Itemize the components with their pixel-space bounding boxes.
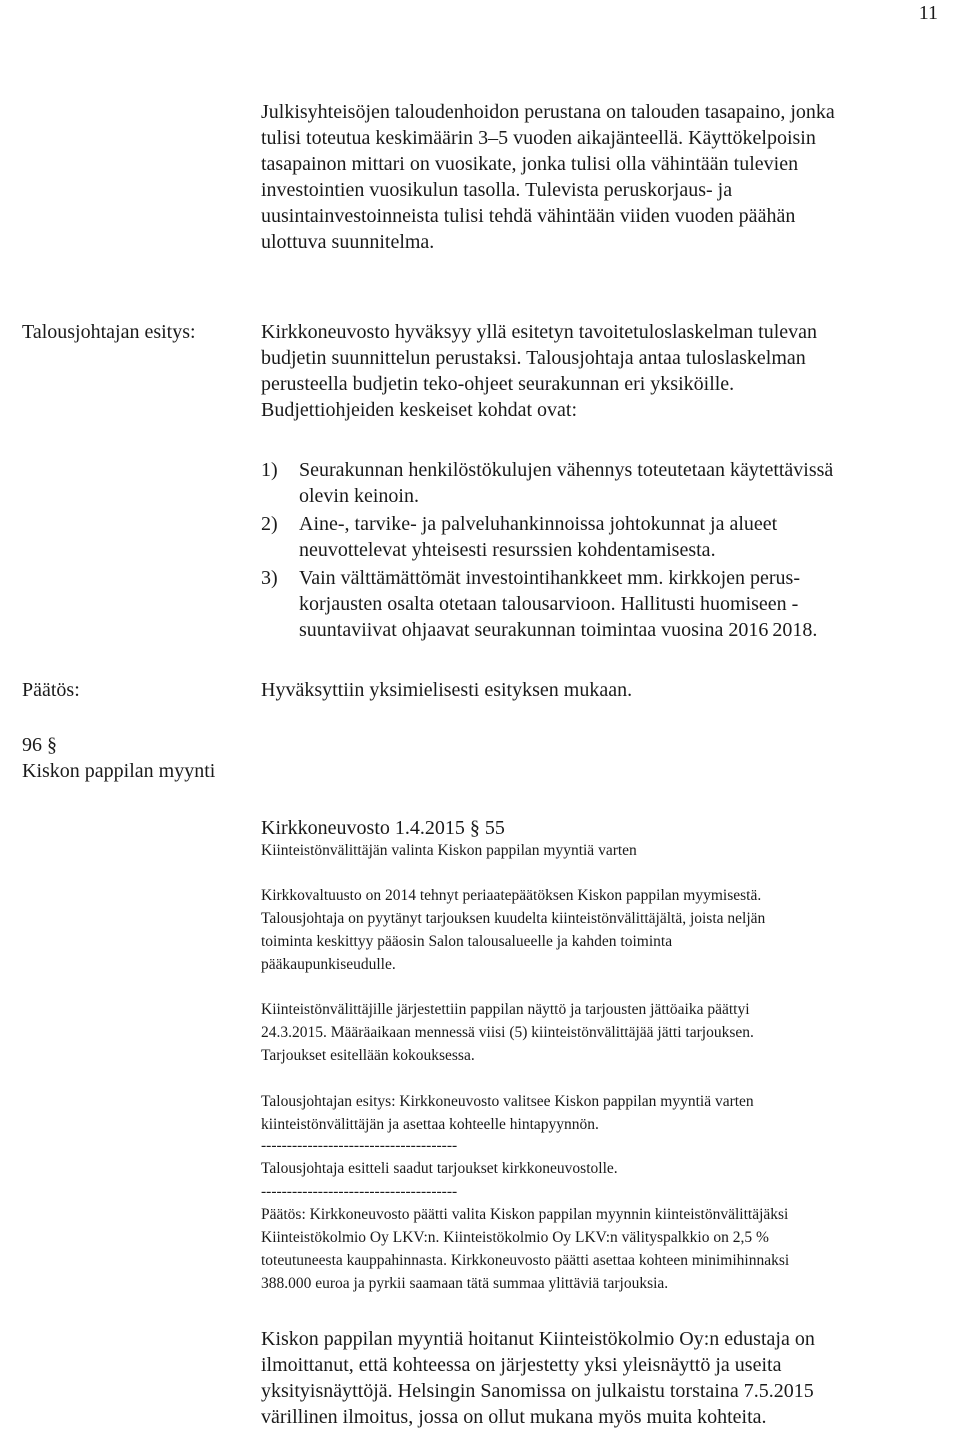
text-line: toiminta keskittyy pääosin Salon talousalueelle ja kahden toiminta bbox=[261, 933, 673, 950]
closing-paragraph bbox=[261, 1326, 815, 1430]
text-line: Kirkkovaltuusto on 2014 tehnyt periaatepäätöksen Kiskon pappilan myymisestä. bbox=[261, 887, 762, 904]
page-number: 11 bbox=[918, 2, 938, 24]
text-line: toteutuneesta kauppahinnasta. Kirkkoneuvosto päätti asettaa kohteen minimihinnaksi bbox=[261, 1252, 790, 1269]
text-line: korjausten osalta otetaan talousarvioon. Hallitusti huomiseen - bbox=[299, 593, 799, 615]
text-line: kiinteistönvälittäjän ja asettaa kohteelle hintapyynnön. bbox=[261, 1116, 599, 1133]
list-item-number: 3) bbox=[261, 567, 278, 589]
list-item-text bbox=[299, 457, 833, 509]
proposal-label: Talousjohtajan esitys: bbox=[22, 321, 196, 343]
text-line: värillinen ilmoitus, jossa on ollut mukana myös muita kohteita. bbox=[261, 1406, 767, 1428]
excerpt-heading: Kirkkoneuvosto 1.4.2015 § 55 bbox=[261, 817, 505, 839]
decision-label: Päätös: bbox=[22, 679, 80, 701]
text-line: Päätös: Kirkkoneuvosto päätti valita Kiskon pappilan myynnin kiinteistönvälittäjäksi bbox=[261, 1206, 789, 1223]
excerpt-paragraph-2 bbox=[261, 998, 754, 1067]
text-line: perusteella budjetin teko-ohjeet seurakunnan eri yksiköille. bbox=[261, 373, 735, 395]
section-number: 96 § bbox=[22, 734, 57, 756]
text-line: tasapainon mittari on vuosikate, jonka tulisi olla vähintään tulevien bbox=[261, 153, 799, 175]
text-line: Seurakunnan henkilöstökulujen vähennys toteutetaan käytettävissä bbox=[299, 459, 834, 481]
list-item-text bbox=[299, 565, 817, 643]
excerpt-subheading: Kiinteistönvälittäjän valinta Kiskon pappilan myyntiä varten bbox=[261, 842, 637, 859]
list-item-text bbox=[299, 511, 777, 563]
text-line: budjetin suunnittelun perustaksi. Talousjohtaja antaa tuloslaskelman bbox=[261, 347, 806, 369]
text-line: 24.3.2015. Määräaikaan mennessä viisi (5) kiinteistönvälittäjää jätti tarjouksen. bbox=[261, 1024, 754, 1041]
text-line: suuntaviivat ohjaavat seurakunnan toimintaa vuosina 2016 2018. bbox=[299, 619, 818, 641]
text-line: Budjettiohjeiden keskeiset kohdat ovat: bbox=[261, 399, 578, 421]
divider: -------------------------------------- bbox=[261, 1137, 458, 1154]
decision-text: Hyväksyttiin yksimielisesti esityksen mukaan. bbox=[261, 679, 633, 701]
proposal-text bbox=[261, 319, 817, 423]
intro-paragraph bbox=[261, 99, 835, 255]
text-line: olevin keinoin. bbox=[299, 485, 419, 507]
budget-guideline-list bbox=[261, 457, 951, 647]
text-line: Talousjohtaja on pyytänyt tarjouksen kuudelta kiinteistönvälittäjältä, joista neljän bbox=[261, 910, 766, 927]
text-line: Aine-, tarvike- ja palveluhankinnoissa johtokunnat ja alueet bbox=[299, 513, 778, 535]
text-line: Kiinteistönvälittäjille järjestettiin pappilan näyttö ja tarjousten jättöaika päättyi bbox=[261, 1001, 750, 1018]
text-line: yksityisnäyttöjä. Helsingin Sanomissa on julkaistu torstaina 7.5.2015 bbox=[261, 1380, 814, 1402]
section-title: Kiskon pappilan myynti bbox=[22, 760, 216, 782]
text-line: Kiskon pappilan myyntiä hoitanut Kiinteistökolmio Oy:n edustaja on bbox=[261, 1328, 815, 1350]
list-item-number: 1) bbox=[261, 459, 278, 481]
text-line: 388.000 euroa ja pyrkii saamaan tätä summaa ylittäviä tarjouksia. bbox=[261, 1275, 669, 1292]
text-line: tulisi toteutua keskimäärin 3–5 vuoden aikajänteellä. Käyttökelpoisin bbox=[261, 127, 816, 149]
text-line: Kiinteistökolmio Oy LKV:n. Kiinteistökolmio Oy LKV:n välityspalkkio on 2,5 % bbox=[261, 1229, 769, 1246]
excerpt-paragraph-1 bbox=[261, 884, 765, 976]
divider: -------------------------------------- bbox=[261, 1183, 458, 1200]
text-line: ulottuva suunnitelma. bbox=[261, 231, 435, 253]
text-line: Vain välttämättömät investointihankkeet mm. kirkkojen perus- bbox=[299, 567, 800, 589]
excerpt-paragraph-3 bbox=[261, 1090, 754, 1136]
text-line: Julkisyhteisöjen taloudenhoidon perustana on talouden tasapaino, jonka bbox=[261, 101, 835, 123]
text-line: neuvottelevat yhteisesti resurssien kohdentamisesta. bbox=[299, 539, 716, 561]
text-line: Tarjoukset esitellään kokouksessa. bbox=[261, 1047, 475, 1064]
text-line: ilmoittanut, että kohteessa on järjestetty yksi yleisnäyttö ja useita bbox=[261, 1354, 782, 1376]
excerpt-paragraph-5 bbox=[261, 1203, 789, 1295]
text-line: Kirkkoneuvosto hyväksyy yllä esitetyn tavoitetuloslaskelman tulevan bbox=[261, 321, 818, 343]
text-line: uusintainvestoinneista tulisi tehdä vähintään viiden vuoden päähän bbox=[261, 205, 796, 227]
text-line: Talousjohtajan esitys: Kirkkoneuvosto valitsee Kiskon pappilan myyntiä varten bbox=[261, 1093, 754, 1110]
excerpt-paragraph-4: Talousjohtaja esitteli saadut tarjoukset kirkkoneuvostolle. bbox=[261, 1160, 618, 1177]
text-line: investointien vuosikulun tasolla. Tulevista peruskorjaus- ja bbox=[261, 179, 733, 201]
text-line: pääkaupunkiseudulle. bbox=[261, 956, 396, 973]
list-item-number: 2) bbox=[261, 513, 278, 535]
